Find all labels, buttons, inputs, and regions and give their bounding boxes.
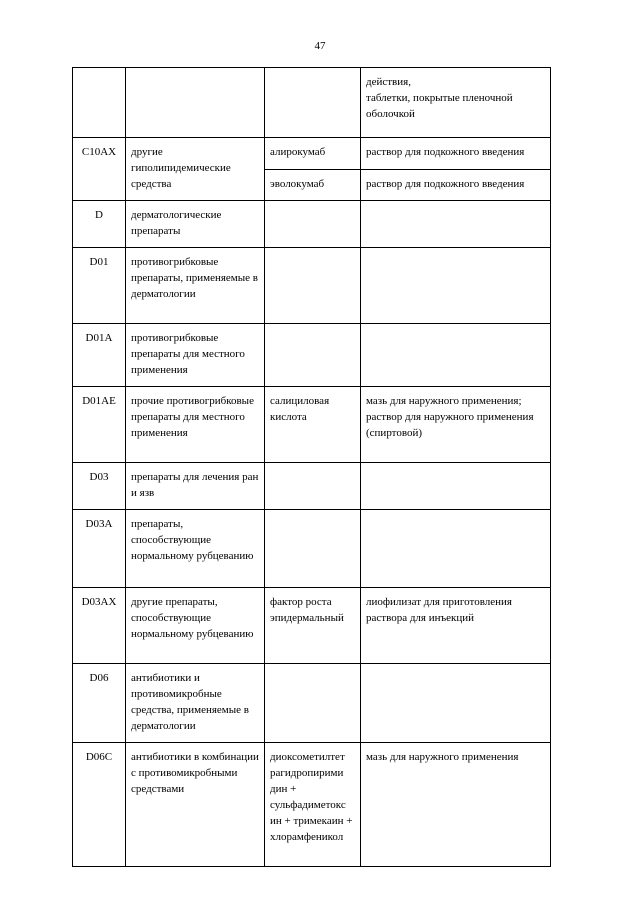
form-cell: лиофилизат для приготовления раствора для инъекций <box>361 588 551 664</box>
atc-code-cell <box>73 68 126 138</box>
form-cell <box>361 248 551 324</box>
substance-cell <box>265 463 361 510</box>
form-cell <box>361 510 551 588</box>
text-line: действия, <box>366 76 411 88</box>
atc-code-cell: D03 <box>73 463 126 510</box>
table-row <box>73 588 551 664</box>
substance-cell <box>265 324 361 387</box>
table-row <box>73 248 551 324</box>
atc-table <box>72 67 551 867</box>
form-cell <box>361 664 551 743</box>
table-row <box>73 387 551 463</box>
substance-cell: алирокумаб <box>265 138 361 170</box>
table-row <box>73 201 551 248</box>
atc-name-cell: другие препараты, способствующие нормальному рубцеванию <box>126 588 265 664</box>
table-row <box>73 324 551 387</box>
substance-cell <box>265 68 361 138</box>
substance-cell: эволокумаб <box>265 169 361 201</box>
form-cell <box>361 387 551 463</box>
text-line: таблетки, покрытые пленочной оболочкой <box>366 92 513 120</box>
atc-name-cell: прочие противогрибковые препараты для местного применения <box>126 387 265 463</box>
form-cell <box>361 463 551 510</box>
atc-code-cell: D01 <box>73 248 126 324</box>
atc-name-cell: дерматологические препараты <box>126 201 265 248</box>
form-cell: мазь для наружного применения <box>361 743 551 867</box>
text-line: раствор для наружного применения (спиртовой) <box>366 411 534 439</box>
table-row <box>73 510 551 588</box>
substance-cell <box>265 664 361 743</box>
form-line <box>366 393 546 441</box>
table-row <box>73 664 551 743</box>
atc-code-cell: D03A <box>73 510 126 588</box>
table-row <box>73 68 551 138</box>
atc-code-cell: D01AE <box>73 387 126 463</box>
substance-cell <box>265 201 361 248</box>
atc-name-cell <box>126 68 265 138</box>
atc-code-cell: C10AX <box>73 138 126 201</box>
atc-name-cell: другие гиполипидемические средства <box>126 138 265 201</box>
form-cell <box>361 201 551 248</box>
atc-code-cell: D06C <box>73 743 126 867</box>
atc-name-cell: препараты для лечения ран и язв <box>126 463 265 510</box>
substance-cell: салициловая кислота <box>265 387 361 463</box>
atc-name-cell: антибиотики в комбинации с противомикробными средствами <box>126 743 265 867</box>
text-line: мазь для наружного применения; <box>366 395 522 407</box>
atc-name-cell: антибиотики и противомикробные средства, применяемые в дерматологии <box>126 664 265 743</box>
table-row <box>73 463 551 510</box>
atc-name-cell: противогрибковые препараты, применяемые в дерматологии <box>126 248 265 324</box>
atc-code-cell: D03AX <box>73 588 126 664</box>
table-row <box>73 743 551 867</box>
substance-cell: фактор роста эпидермальный <box>265 588 361 664</box>
atc-name-cell: противогрибковые препараты для местного применения <box>126 324 265 387</box>
substance-cell: диоксометилтет рагидропирими дин + сульфадиметокс ин + тримекаин + хлорамфеникол <box>265 743 361 867</box>
form-cell <box>361 68 551 138</box>
atc-code-cell: D01A <box>73 324 126 387</box>
table-row <box>73 138 551 170</box>
page-number: 47 <box>314 40 326 52</box>
form-cell: раствор для подкожного введения <box>361 169 551 201</box>
atc-code-cell: D06 <box>73 664 126 743</box>
form-cell: раствор для подкожного введения <box>361 138 551 170</box>
form-line <box>366 74 546 122</box>
atc-code-cell: D <box>73 201 126 248</box>
atc-name-cell: препараты, способствующие нормальному рубцеванию <box>126 510 265 588</box>
form-cell <box>361 324 551 387</box>
substance-cell <box>265 510 361 588</box>
substance-cell <box>265 248 361 324</box>
